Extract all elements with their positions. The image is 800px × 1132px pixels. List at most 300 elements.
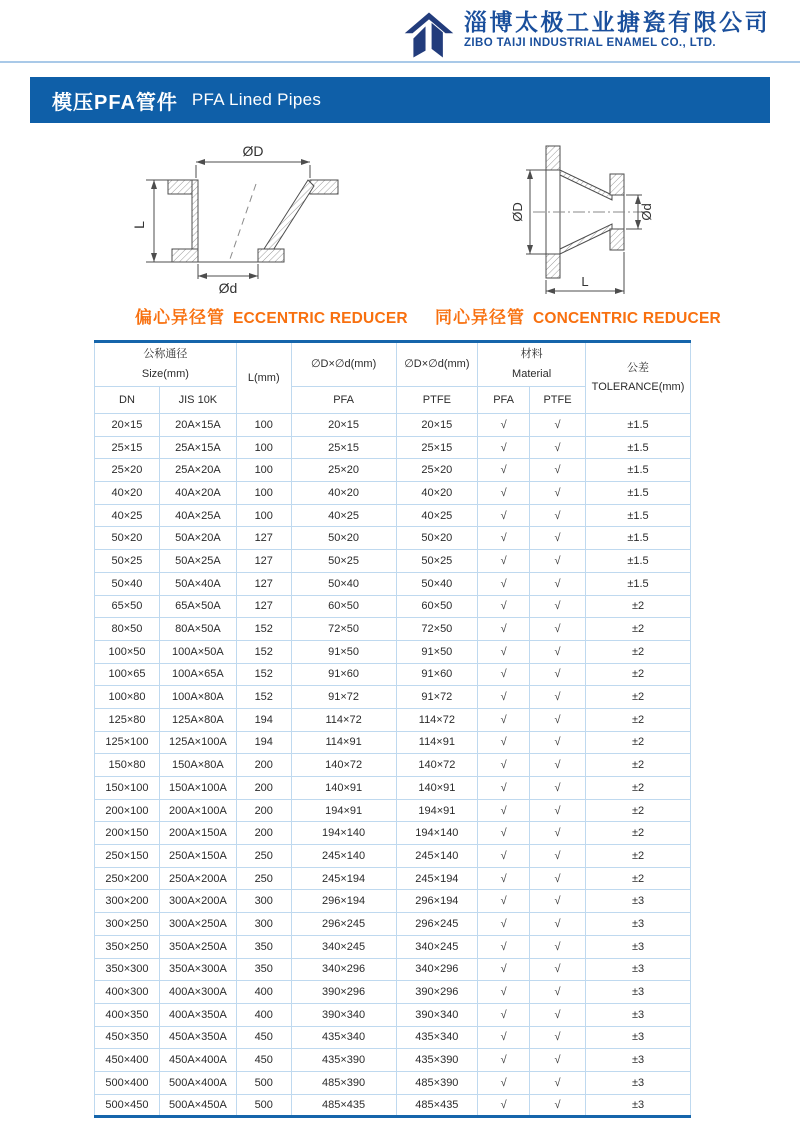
cell-length: 100: [236, 436, 291, 459]
company-header: [0, 0, 800, 63]
cell-dn: 350×300: [95, 958, 160, 981]
cell-material-pfa-check: √: [478, 777, 530, 800]
cell-jis: 400A×350A: [159, 1003, 236, 1026]
cell-tolerance: ±3: [586, 890, 691, 913]
cell-ptfe-dims: 114×91: [396, 731, 478, 754]
cell-jis: 300A×200A: [159, 890, 236, 913]
cell-length: 450: [236, 1026, 291, 1049]
cell-dn: 100×80: [95, 686, 160, 709]
table-row: [95, 527, 691, 550]
cell-material-pfa-check: √: [478, 1094, 530, 1117]
table-row: [95, 504, 691, 527]
cell-dn: 200×100: [95, 799, 160, 822]
cell-material-ptfe-check: √: [530, 572, 586, 595]
cell-jis: 40A×20A: [159, 482, 236, 505]
cell-dn: 150×100: [95, 777, 160, 800]
cell-ptfe-dims: 140×72: [396, 754, 478, 777]
cell-material-pfa-check: √: [478, 618, 530, 641]
header-tolerance-cn: 公差: [627, 361, 650, 374]
cell-ptfe-dims: 245×194: [396, 867, 478, 890]
concentric-label-en: CONCENTRIC REDUCER: [533, 310, 721, 327]
table-row: [95, 1049, 691, 1072]
cell-material-ptfe-check: √: [530, 890, 586, 913]
cell-material-pfa-check: √: [478, 527, 530, 550]
eccentric-reducer-drawing: [118, 132, 400, 302]
cell-jis: 40A×25A: [159, 504, 236, 527]
cell-material-ptfe-check: √: [530, 913, 586, 936]
table-row: [95, 1094, 691, 1117]
cell-material-ptfe-check: √: [530, 504, 586, 527]
cell-tolerance: ±2: [586, 708, 691, 731]
cell-tolerance: ±2: [586, 867, 691, 890]
header-length: L(mm): [236, 342, 291, 414]
table-row: [95, 459, 691, 482]
cell-ptfe-dims: 340×296: [396, 958, 478, 981]
cell-jis: 200A×100A: [159, 799, 236, 822]
cell-ptfe-dims: 194×91: [396, 799, 478, 822]
cell-dn: 50×25: [95, 550, 160, 573]
cell-jis: 250A×200A: [159, 867, 236, 890]
cell-tolerance: ±2: [586, 618, 691, 641]
cell-length: 152: [236, 686, 291, 709]
dim-label-L: L: [131, 221, 147, 229]
cell-dn: 125×80: [95, 708, 160, 731]
cell-pfa-dims: 72×50: [291, 618, 396, 641]
cell-jis: 100A×50A: [159, 640, 236, 663]
cell-jis: 250A×150A: [159, 845, 236, 868]
cell-pfa-dims: 296×194: [291, 890, 396, 913]
cell-length: 100: [236, 459, 291, 482]
cell-pfa-dims: 296×245: [291, 913, 396, 936]
cell-material-ptfe-check: √: [530, 686, 586, 709]
header-sub-pfa: PFA: [291, 387, 396, 414]
cell-ptfe-dims: 40×25: [396, 504, 478, 527]
cell-jis: 125A×100A: [159, 731, 236, 754]
cell-length: 127: [236, 527, 291, 550]
cell-length: 400: [236, 1003, 291, 1026]
table-row: [95, 935, 691, 958]
cell-pfa-dims: 340×245: [291, 935, 396, 958]
header-jis: JIS 10K: [159, 387, 236, 414]
cell-dn: 300×200: [95, 890, 160, 913]
cell-jis: 100A×80A: [159, 686, 236, 709]
cell-dn: 250×200: [95, 867, 160, 890]
table-row: [95, 822, 691, 845]
cell-tolerance: ±2: [586, 754, 691, 777]
table-row: [95, 1003, 691, 1026]
cell-pfa-dims: 140×91: [291, 777, 396, 800]
table-row: [95, 708, 691, 731]
cell-ptfe-dims: 296×194: [396, 890, 478, 913]
cell-dn: 25×20: [95, 459, 160, 482]
cell-material-ptfe-check: √: [530, 867, 586, 890]
cell-ptfe-dims: 50×25: [396, 550, 478, 573]
cell-tolerance: ±1.5: [586, 459, 691, 482]
cell-length: 250: [236, 867, 291, 890]
cell-jis: 450A×400A: [159, 1049, 236, 1072]
cell-tolerance: ±3: [586, 1003, 691, 1026]
cell-pfa-dims: 50×40: [291, 572, 396, 595]
cell-pfa-dims: 390×296: [291, 981, 396, 1004]
cell-material-pfa-check: √: [478, 459, 530, 482]
table-row: [95, 618, 691, 641]
dim-label-Od: Ød: [218, 280, 238, 296]
table-row: [95, 777, 691, 800]
cell-length: 400: [236, 981, 291, 1004]
cell-length: 200: [236, 777, 291, 800]
cell-length: 194: [236, 708, 291, 731]
cell-material-pfa-check: √: [478, 686, 530, 709]
cell-pfa-dims: 194×140: [291, 822, 396, 845]
header-material-cn: 材料: [520, 348, 543, 361]
cell-pfa-dims: 340×296: [291, 958, 396, 981]
pipe-spec-table: [94, 340, 691, 1118]
cell-pfa-dims: 50×20: [291, 527, 396, 550]
cell-length: 152: [236, 618, 291, 641]
cell-material-pfa-check: √: [478, 482, 530, 505]
cell-tolerance: ±1.5: [586, 414, 691, 437]
cell-ptfe-dims: 245×140: [396, 845, 478, 868]
cell-jis: 20A×15A: [159, 414, 236, 437]
cell-pfa-dims: 485×390: [291, 1071, 396, 1094]
cell-tolerance: ±2: [586, 845, 691, 868]
header-dims-ptfe: ∅D×∅d(mm): [396, 342, 478, 387]
cell-material-ptfe-check: √: [530, 550, 586, 573]
header-material-en: Material: [512, 367, 552, 380]
company-names: [464, 9, 770, 49]
eccentric-label-en: ECCENTRIC REDUCER: [233, 310, 408, 327]
table-row: [95, 913, 691, 936]
cell-tolerance: ±1.5: [586, 527, 691, 550]
cell-length: 500: [236, 1094, 291, 1117]
table-row: [95, 482, 691, 505]
cell-material-ptfe-check: √: [530, 799, 586, 822]
cell-material-ptfe-check: √: [530, 527, 586, 550]
cell-pfa-dims: 140×72: [291, 754, 396, 777]
concentric-reducer-label: [435, 303, 721, 328]
cell-dn: 250×150: [95, 845, 160, 868]
cell-pfa-dims: 20×15: [291, 414, 396, 437]
cell-material-ptfe-check: √: [530, 708, 586, 731]
cell-material-pfa-check: √: [478, 890, 530, 913]
cell-jis: 150A×100A: [159, 777, 236, 800]
cell-length: 300: [236, 913, 291, 936]
table-row: [95, 890, 691, 913]
cell-material-pfa-check: √: [478, 504, 530, 527]
table-row: [95, 686, 691, 709]
cell-pfa-dims: 25×20: [291, 459, 396, 482]
cell-jis: 300A×250A: [159, 913, 236, 936]
cell-dn: 350×250: [95, 935, 160, 958]
cell-material-pfa-check: √: [478, 958, 530, 981]
cell-dn: 150×80: [95, 754, 160, 777]
cell-length: 350: [236, 935, 291, 958]
table-row: [95, 754, 691, 777]
cell-ptfe-dims: 435×340: [396, 1026, 478, 1049]
cell-jis: 100A×65A: [159, 663, 236, 686]
cell-tolerance: ±3: [586, 1026, 691, 1049]
cell-material-pfa-check: √: [478, 595, 530, 618]
cell-tolerance: ±3: [586, 958, 691, 981]
cell-length: 350: [236, 958, 291, 981]
cell-pfa-dims: 40×20: [291, 482, 396, 505]
section-title-cn: 模压PFA管件: [52, 91, 178, 114]
cell-dn: 100×65: [95, 663, 160, 686]
cell-jis: 50A×40A: [159, 572, 236, 595]
table-row: [95, 1071, 691, 1094]
cell-material-pfa-check: √: [478, 1003, 530, 1026]
cell-material-ptfe-check: √: [530, 981, 586, 1004]
cell-material-pfa-check: √: [478, 731, 530, 754]
cell-tolerance: ±2: [586, 663, 691, 686]
cell-jis: 25A×20A: [159, 459, 236, 482]
cell-pfa-dims: 435×390: [291, 1049, 396, 1072]
cell-tolerance: ±2: [586, 731, 691, 754]
cell-dn: 40×25: [95, 504, 160, 527]
cell-ptfe-dims: 114×72: [396, 708, 478, 731]
cell-ptfe-dims: 435×390: [396, 1049, 478, 1072]
cell-pfa-dims: 114×91: [291, 731, 396, 754]
cell-ptfe-dims: 91×60: [396, 663, 478, 686]
header-size-en: Size(mm): [141, 367, 189, 380]
table-row: [95, 958, 691, 981]
cell-tolerance: ±2: [586, 777, 691, 800]
cell-material-pfa-check: √: [478, 572, 530, 595]
cell-length: 127: [236, 550, 291, 573]
cell-material-ptfe-check: √: [530, 640, 586, 663]
header-tolerance: [586, 342, 691, 414]
cell-pfa-dims: 91×60: [291, 663, 396, 686]
cell-tolerance: ±3: [586, 913, 691, 936]
cell-dn: 25×15: [95, 436, 160, 459]
table-row: [95, 663, 691, 686]
company-logo-row: [403, 9, 770, 61]
cell-material-pfa-check: √: [478, 845, 530, 868]
cell-material-pfa-check: √: [478, 436, 530, 459]
company-logo-icon: [403, 9, 455, 61]
cell-material-pfa-check: √: [478, 754, 530, 777]
cell-ptfe-dims: 194×140: [396, 822, 478, 845]
table-row: [95, 845, 691, 868]
cell-material-ptfe-check: √: [530, 482, 586, 505]
cell-material-pfa-check: √: [478, 913, 530, 936]
cell-jis: 80A×50A: [159, 618, 236, 641]
cell-length: 152: [236, 640, 291, 663]
cell-material-ptfe-check: √: [530, 595, 586, 618]
cell-ptfe-dims: 296×245: [396, 913, 478, 936]
cell-length: 500: [236, 1071, 291, 1094]
cell-material-pfa-check: √: [478, 663, 530, 686]
cell-material-ptfe-check: √: [530, 459, 586, 482]
cell-material-pfa-check: √: [478, 708, 530, 731]
cell-pfa-dims: 245×140: [291, 845, 396, 868]
cell-dn: 80×50: [95, 618, 160, 641]
cell-jis: 150A×80A: [159, 754, 236, 777]
cell-ptfe-dims: 25×20: [396, 459, 478, 482]
header-dn: DN: [95, 387, 160, 414]
cell-pfa-dims: 40×25: [291, 504, 396, 527]
cell-jis: 350A×300A: [159, 958, 236, 981]
cell-dn: 65×50: [95, 595, 160, 618]
cell-material-ptfe-check: √: [530, 845, 586, 868]
cell-dn: 400×300: [95, 981, 160, 1004]
cell-material-pfa-check: √: [478, 414, 530, 437]
cell-material-pfa-check: √: [478, 640, 530, 663]
header-tolerance-en: TOLERANCE(mm): [591, 381, 685, 393]
cell-length: 100: [236, 482, 291, 505]
dim-label-L: L: [581, 274, 589, 289]
table-row: [95, 414, 691, 437]
cell-dn: 500×400: [95, 1071, 160, 1094]
cell-dn: 500×450: [95, 1094, 160, 1117]
cell-tolerance: ±2: [586, 595, 691, 618]
cell-material-ptfe-check: √: [530, 1026, 586, 1049]
cell-length: 200: [236, 799, 291, 822]
cell-length: 194: [236, 731, 291, 754]
cell-ptfe-dims: 340×245: [396, 935, 478, 958]
cell-material-ptfe-check: √: [530, 618, 586, 641]
table-row: [95, 731, 691, 754]
cell-pfa-dims: 91×72: [291, 686, 396, 709]
section-title-en: PFA Lined Pipes: [191, 90, 322, 109]
cell-dn: 125×100: [95, 731, 160, 754]
cell-material-ptfe-check: √: [530, 663, 586, 686]
cell-tolerance: ±1.5: [586, 482, 691, 505]
cell-dn: 50×40: [95, 572, 160, 595]
cell-ptfe-dims: 40×20: [396, 482, 478, 505]
header-size-group: [95, 342, 237, 387]
cell-material-ptfe-check: √: [530, 754, 586, 777]
cell-dn: 200×150: [95, 822, 160, 845]
cell-pfa-dims: 485×435: [291, 1094, 396, 1117]
cell-tolerance: ±2: [586, 686, 691, 709]
cell-jis: 400A×300A: [159, 981, 236, 1004]
cell-material-pfa-check: √: [478, 1049, 530, 1072]
cell-material-ptfe-check: √: [530, 958, 586, 981]
cell-material-ptfe-check: √: [530, 731, 586, 754]
cell-dn: 20×15: [95, 414, 160, 437]
cell-material-pfa-check: √: [478, 981, 530, 1004]
cell-material-ptfe-check: √: [530, 436, 586, 459]
cell-ptfe-dims: 50×20: [396, 527, 478, 550]
cell-dn: 400×350: [95, 1003, 160, 1026]
cell-material-ptfe-check: √: [530, 822, 586, 845]
cell-length: 300: [236, 890, 291, 913]
cell-length: 200: [236, 822, 291, 845]
cell-tolerance: ±3: [586, 981, 691, 1004]
cell-tolerance: ±3: [586, 1071, 691, 1094]
header-mat-ptfe: PTFE: [530, 387, 586, 414]
cell-jis: 500A×400A: [159, 1071, 236, 1094]
cell-length: 127: [236, 572, 291, 595]
cell-length: 100: [236, 414, 291, 437]
dim-label-OD: ØD: [242, 143, 264, 159]
cell-material-pfa-check: √: [478, 1071, 530, 1094]
cell-pfa-dims: 25×15: [291, 436, 396, 459]
table-row: [95, 1026, 691, 1049]
table-row: [95, 640, 691, 663]
cell-pfa-dims: 91×50: [291, 640, 396, 663]
cell-jis: 500A×450A: [159, 1094, 236, 1117]
cell-pfa-dims: 60×50: [291, 595, 396, 618]
cell-pfa-dims: 435×340: [291, 1026, 396, 1049]
cell-material-ptfe-check: √: [530, 1003, 586, 1026]
cell-material-pfa-check: √: [478, 550, 530, 573]
table-row: [95, 572, 691, 595]
header-material-group: [478, 342, 586, 387]
concentric-reducer-drawing: [478, 134, 728, 302]
cell-jis: 350A×250A: [159, 935, 236, 958]
cell-tolerance: ±1.5: [586, 436, 691, 459]
cell-tolerance: ±1.5: [586, 550, 691, 573]
pipe-table-body: [95, 414, 691, 1117]
cell-tolerance: ±2: [586, 822, 691, 845]
table-row: [95, 595, 691, 618]
header-dims-pfa: ∅D×∅d(mm): [291, 342, 396, 387]
cell-ptfe-dims: 91×50: [396, 640, 478, 663]
cell-ptfe-dims: 20×15: [396, 414, 478, 437]
header-sub-ptfe: PTFE: [396, 387, 478, 414]
cell-length: 100: [236, 504, 291, 527]
cell-pfa-dims: 114×72: [291, 708, 396, 731]
cell-jis: 25A×15A: [159, 436, 236, 459]
table-row: [95, 436, 691, 459]
table-row: [95, 799, 691, 822]
cell-material-pfa-check: √: [478, 1026, 530, 1049]
cell-ptfe-dims: 390×340: [396, 1003, 478, 1026]
cell-dn: 300×250: [95, 913, 160, 936]
cell-pfa-dims: 194×91: [291, 799, 396, 822]
cell-dn: 40×20: [95, 482, 160, 505]
cell-ptfe-dims: 25×15: [396, 436, 478, 459]
cell-material-pfa-check: √: [478, 822, 530, 845]
cell-dn: 50×20: [95, 527, 160, 550]
company-name-cn: 淄博太极工业搪瓷有限公司: [464, 9, 770, 35]
cell-ptfe-dims: 50×40: [396, 572, 478, 595]
concentric-label-cn: 同心异径管: [435, 308, 525, 327]
cell-ptfe-dims: 60×50: [396, 595, 478, 618]
cell-tolerance: ±1.5: [586, 572, 691, 595]
dim-label-Od: Ød: [639, 203, 654, 221]
cell-material-ptfe-check: √: [530, 777, 586, 800]
cell-tolerance: ±3: [586, 935, 691, 958]
cell-jis: 50A×20A: [159, 527, 236, 550]
cell-jis: 200A×150A: [159, 822, 236, 845]
cell-length: 152: [236, 663, 291, 686]
dim-label-OD: ØD: [510, 202, 525, 222]
cell-length: 450: [236, 1049, 291, 1072]
eccentric-reducer-label: [135, 303, 408, 328]
cell-length: 250: [236, 845, 291, 868]
cell-dn: 450×400: [95, 1049, 160, 1072]
cell-jis: 50A×25A: [159, 550, 236, 573]
table-row: [95, 550, 691, 573]
cell-tolerance: ±3: [586, 1049, 691, 1072]
company-name-en: ZIBO TAIJI INDUSTRIAL ENAMEL CO., LTD.: [464, 37, 717, 50]
cell-ptfe-dims: 91×72: [396, 686, 478, 709]
table-row: [95, 981, 691, 1004]
cell-ptfe-dims: 140×91: [396, 777, 478, 800]
cell-tolerance: ±3: [586, 1094, 691, 1117]
cell-tolerance: ±2: [586, 640, 691, 663]
cell-material-ptfe-check: √: [530, 1094, 586, 1117]
cell-dn: 450×350: [95, 1026, 160, 1049]
header-size-cn: 公称通径: [143, 348, 188, 361]
cell-material-ptfe-check: √: [530, 1071, 586, 1094]
section-title-bar: [30, 77, 770, 123]
cell-ptfe-dims: 485×390: [396, 1071, 478, 1094]
cell-jis: 65A×50A: [159, 595, 236, 618]
